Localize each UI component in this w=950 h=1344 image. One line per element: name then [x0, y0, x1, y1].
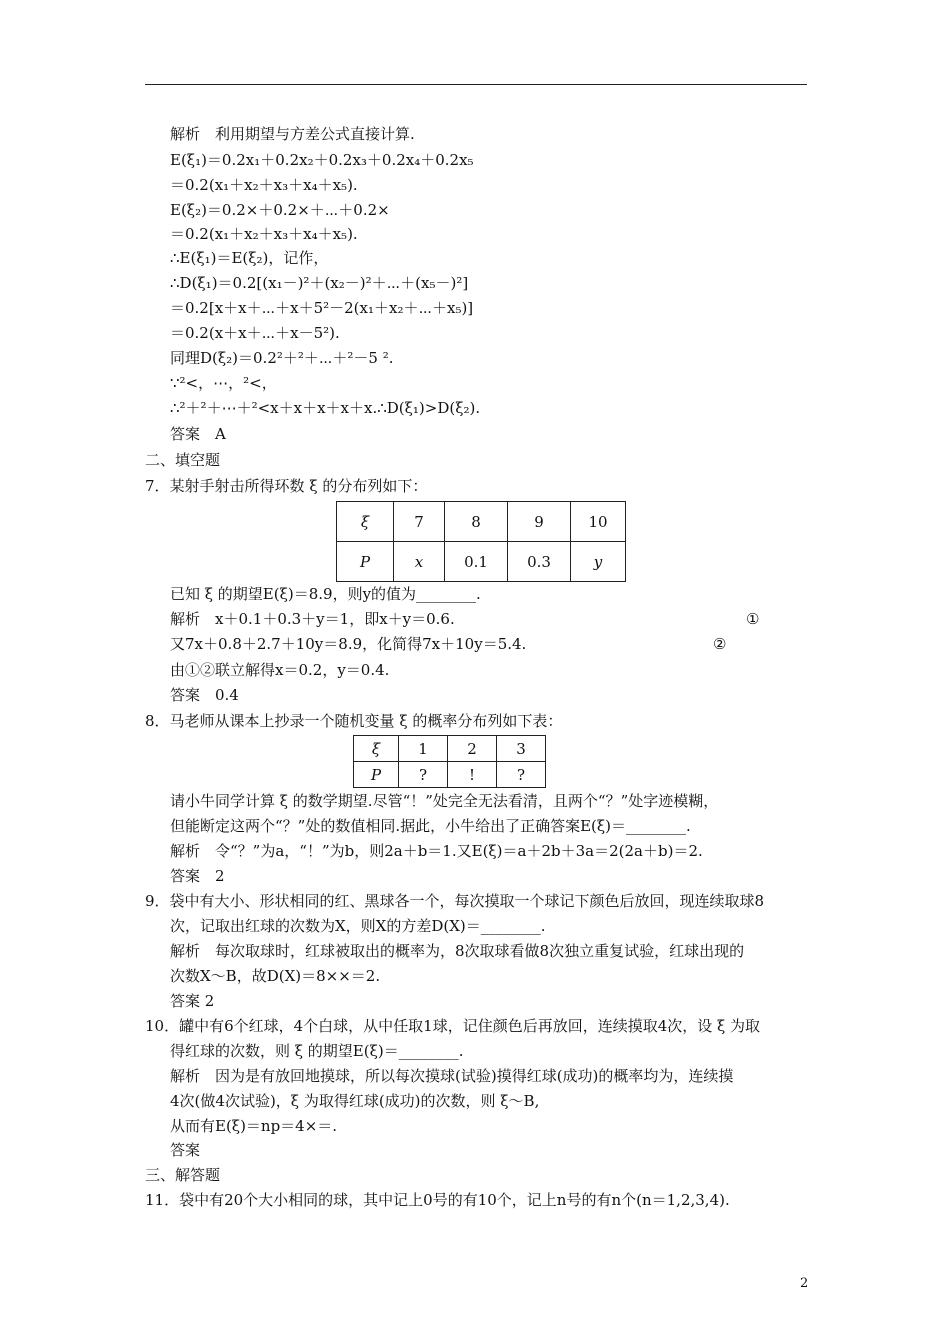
- section-heading-fill-blank: 二、填空题: [145, 451, 221, 469]
- solution-line: ∵²<，⋯，²<，: [170, 374, 277, 392]
- answer-line: 答案 A: [170, 425, 226, 443]
- page-number: 2: [800, 1276, 809, 1291]
- equation-marker-2: ②: [713, 635, 727, 653]
- solution-line: ＝0.2(x₁＋x₂＋x₃＋x₄＋x₅).: [170, 225, 358, 243]
- question-10-text: 得红球的次数，则 ξ 的期望E(ξ)＝________.: [170, 1042, 464, 1060]
- solution-line: ＝0.2(x＋x＋⋯＋x－5²).: [170, 324, 340, 342]
- table-cell: ?: [399, 762, 448, 788]
- question-8-text: 请小牛同学计算 ξ 的数学期望.尽管“！”处完全无法看清，且两个“？”处字迹模糊，: [170, 792, 719, 810]
- question-9-text: 次，记取出红球的次数为X，则X的方差D(X)＝________.: [170, 917, 546, 935]
- solution-line: 解析 利用期望与方差公式直接计算.: [170, 125, 415, 143]
- answer-line: 答案 2: [170, 992, 215, 1010]
- q7-distribution-table: [336, 501, 626, 582]
- solution-line: ＝0.2[x＋x＋⋯＋x＋5²－2(x₁＋x₂＋⋯＋x₅)]: [170, 299, 474, 317]
- table-cell: y: [571, 542, 626, 582]
- table-cell: 10: [571, 502, 626, 542]
- table-cell: 1: [399, 736, 448, 762]
- question-8-stem: 8．马老师从课本上抄录一个随机变量 ξ 的概率分布列如下表：: [145, 712, 563, 730]
- solution-line: ∴E(ξ₁)＝E(ξ₂)，记作，: [170, 249, 329, 267]
- solution-line: 次数X～B，故D(X)＝8××＝2.: [170, 967, 381, 985]
- table-cell: P: [354, 762, 399, 788]
- solution-line: 解析 因为是有放回地摸球，所以每次摸球(试验)摸得红球(成功)的概率均为，连续摸: [170, 1067, 734, 1085]
- answer-line: 答案 2: [170, 867, 225, 885]
- table-cell: 2: [448, 736, 497, 762]
- question-8-text: 但能断定这两个“？”处的数值相同.据此，小牛给出了正确答案E(ξ)＝________.: [170, 817, 691, 835]
- question-11-text: 11．袋中有20个大小相同的球，其中记上0号的有10个，记上n号的有n个(n＝1,2,3,4).: [145, 1191, 730, 1209]
- solution-line: 又7x＋0.8＋2.7＋10y＝8.9，化简得7x＋10y＝5.4.: [170, 635, 527, 653]
- table-cell: 8: [445, 502, 508, 542]
- table-cell: 9: [508, 502, 571, 542]
- table-cell: 3: [497, 736, 546, 762]
- solution-line: 同理D(ξ₂)＝0.2²＋²＋⋯＋²－5 ².: [170, 349, 394, 367]
- solution-line: E(ξ₂)＝0.2×＋0.2×＋⋯＋0.2×: [170, 201, 390, 219]
- answer-line: 答案: [170, 1141, 201, 1159]
- solution-line: 解析 令“？”为a，“！”为b，则2a＋b＝1.又E(ξ)＝a＋2b＋3a＝2(2a＋b)＝2.: [170, 842, 703, 860]
- answer-line: 答案 0.4: [170, 686, 239, 704]
- solution-line: ∴D(ξ₁)＝0.2[(x₁－)²＋(x₂－)²＋⋯＋(x₅－)²]: [170, 274, 469, 292]
- question-7-stem: 7．某射手射击所得环数 ξ 的分布列如下：: [145, 477, 428, 495]
- table-cell: ξ: [354, 736, 399, 762]
- table-cell: ?: [497, 762, 546, 788]
- equation-marker-1: ①: [746, 610, 760, 628]
- table-cell: x: [394, 542, 445, 582]
- table-cell: 0.3: [508, 542, 571, 582]
- question-7-ask: 已知 ξ 的期望E(ξ)＝8.9，则y的值为________.: [170, 585, 481, 603]
- question-9-text: 9．袋中有大小、形状相同的红、黑球各一个，每次摸取一个球记下颜色后放回，现连续取球8: [145, 892, 765, 910]
- solution-line: 解析 x＋0.1＋0.3＋y＝1，即x＋y＝0.6.: [170, 610, 455, 628]
- table-cell: ξ: [337, 502, 394, 542]
- section-heading-problems: 三、解答题: [145, 1166, 221, 1184]
- table-cell: !: [448, 762, 497, 788]
- table-cell: P: [337, 542, 394, 582]
- solution-line: E(ξ₁)＝0.2x₁＋0.2x₂＋0.2x₃＋0.2x₄＋0.2x₅: [170, 151, 474, 169]
- solution-line: 解析 每次取球时，红球被取出的概率为，8次取球看做8次独立重复试验，红球出现的: [170, 942, 745, 960]
- question-10-text: 10．罐中有6个红球，4个白球，从中任取1球，记住颜色后再放回，连续摸取4次，设 ξ 为取: [145, 1017, 761, 1035]
- solution-line: 4次(做4次试验)，ξ 为取得红球(成功)的次数，则 ξ～B,: [170, 1092, 540, 1110]
- solution-line: 从而有E(ξ)＝np＝4×＝.: [170, 1117, 338, 1135]
- table-cell: 7: [394, 502, 445, 542]
- table-cell: 0.1: [445, 542, 508, 582]
- header-rule: [145, 84, 807, 85]
- solution-line: 由①②联立解得x＝0.2，y＝0.4.: [170, 661, 390, 679]
- solution-line: ∴²＋²＋⋯＋²<x＋x＋x＋x＋x.∴D(ξ₁)>D(ξ₂).: [170, 399, 481, 417]
- solution-line: ＝0.2(x₁＋x₂＋x₃＋x₄＋x₅).: [170, 176, 358, 194]
- q8-distribution-table: [353, 735, 546, 788]
